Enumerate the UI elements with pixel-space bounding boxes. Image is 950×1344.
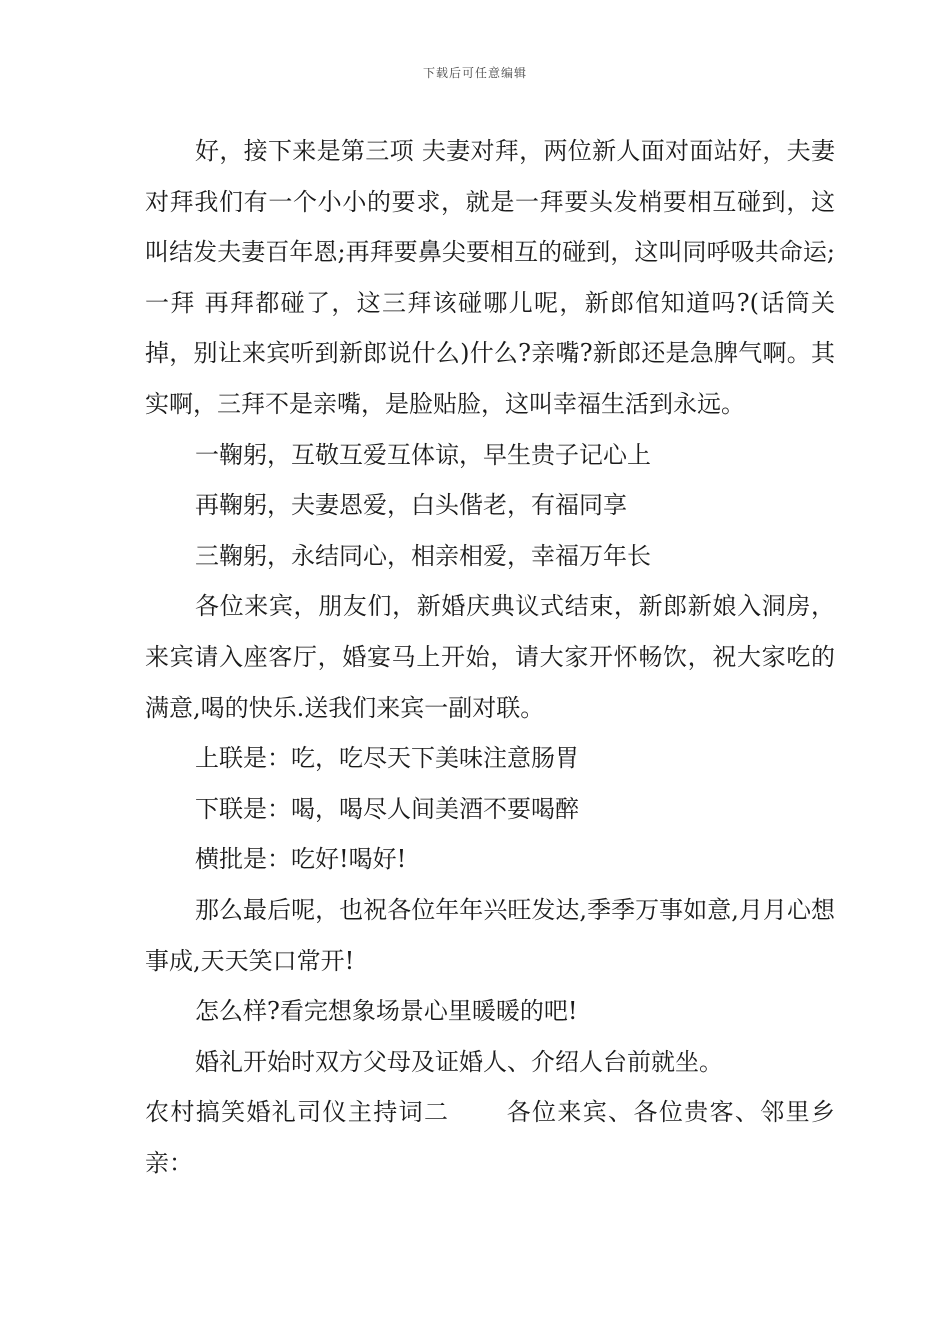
paragraph-bowing-ceremony: 好，接下来是第三项 夫妻对拜，两位新人面对面站好，夫妻对拜我们有一个小小的要求，就是一拜要头发梢要相互碰到，这叫结发夫妻百年恩;再拜要鼻尖要相互的碰到，这叫同呼吸共命运;一拜 再拜都碰了，这三拜该碰哪儿呢，新郎倌知道吗?(话筒关掉，别让来宾听到新郎说什么)什么?亲嘴?新郎还是急脾气啊。其实啊，三拜不是亲嘴，是脸贴脸，这叫幸福生活到永远。 [145, 137, 835, 418]
paragraph-parents-seated: 婚礼开始时双方父母及证婚人、介绍人台前就坐。 [195, 1047, 723, 1076]
paragraph-couplet-lower: 下联是：喝，喝尽人间美酒不要喝醉 [195, 794, 579, 823]
section-opening-text: 各位来宾、各位贵客、邻里乡亲： [145, 1098, 836, 1177]
paragraph-couplet-upper: 上联是：吃，吃尽天下美味注意肠胃 [195, 744, 579, 773]
paragraph-closing-remark: 怎么样?看完想象场景心里暖暖的吧! [195, 997, 578, 1026]
section-two-paragraph [145, 1087, 835, 1188]
document-body [145, 126, 835, 1188]
paragraph-second-bow: 再鞠躬，夫妻恩爱，白头偕老，有福同享 [195, 491, 627, 520]
paragraph-third-bow: 三鞠躬，永结同心，相亲相爱，幸福万年长 [195, 541, 651, 570]
paragraph-first-bow: 一鞠躬，互敬互爱互体谅，早生贵子记心上 [195, 440, 651, 469]
paragraph-ceremony-end: 各位来宾，朋友们，新婚庆典议式结束，新郎新娘入洞房，来宾请入座客厅，婚宴马上开始，请大家开怀畅饮，祝大家吃的满意,喝的快乐.送我们来宾一副对联。 [145, 592, 835, 722]
paragraph-final-wishes: 那么最后呢，也祝各位年年兴旺发达,季季万事如意,月月心想事成,天天笑口常开! [145, 895, 835, 975]
paragraph-couplet-horizontal: 横批是：吃好!喝好! [195, 845, 407, 874]
page-header: 下载后可任意编辑 [422, 66, 527, 80]
section-title: 农村搞笑婚礼司仪主持词二 [145, 1098, 450, 1127]
